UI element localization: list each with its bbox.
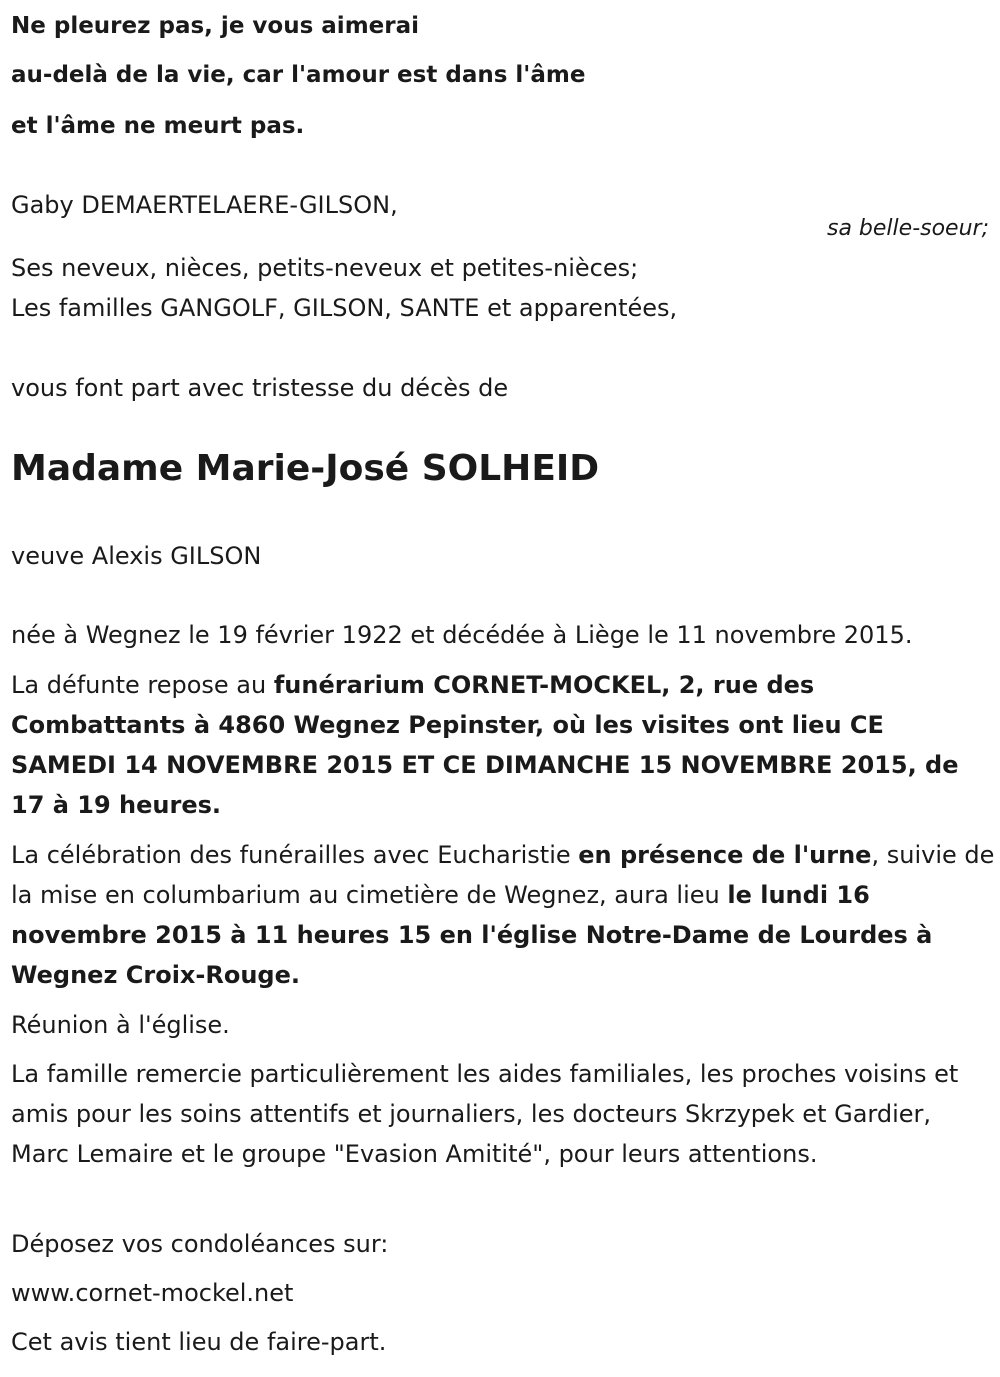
families-line: Les familles GANGOLF, GILSON, SANTE et apparentées, — [11, 294, 678, 322]
visitation-intro: La défunte repose au — [11, 671, 274, 699]
poem-line-3: et l'âme ne meurt pas. — [11, 113, 305, 139]
meeting-line: Réunion à l'église. — [11, 1011, 230, 1039]
poem-line-2: au-delà de la vie, car l'amour est dans l'âme — [11, 62, 586, 88]
sister-in-law-relation: sa belle-soeur; — [827, 216, 989, 241]
closing-line: Cet avis tient lieu de faire-part. — [11, 1328, 387, 1356]
visitation-details: funérarium CORNET-MOCKEL, 2, rue des Combattants à 4860 Wegnez Pepinster, où les visites ont lieu CE SAMEDI 14 NOVEMBRE 2015 ET CE DIMANCHE 15 NOVEMBRE 2015, de 17 à 19 heures. — [11, 671, 959, 819]
thanks-paragraph: La famille remercie particulièrement les aides familiales, les proches voisins et amis pour les soins attentifs et journaliers, les docteurs Skrzypek et Gardier, Marc Lemaire et le groupe "Evasion Amitité", pour leurs attentions. — [11, 1060, 959, 1168]
ceremony-text-1: La célébration des funérailles avec Eucharistie — [11, 841, 579, 869]
ceremony-text-2: , suivie de la mise en columbarium au cimetière de Wegnez, aura lieu — [11, 841, 995, 909]
sister-in-law-name: Gaby DEMAERTELAERE-GILSON, — [11, 191, 398, 219]
nephews-line: Ses neveux, nièces, petits-neveux et petites-nièces; — [11, 254, 639, 282]
ceremony-date-place: le lundi 16 novembre 2015 à 11 heures 15 en l'église Notre-Dame de Lourdes à Wegnez Croix-Rouge. — [11, 881, 933, 989]
birth-death-dates: née à Wegnez le 19 février 1922 et décédée à Liège le 11 novembre 2015. — [11, 621, 913, 649]
poem-line-1: Ne pleurez pas, je vous aimerai — [11, 13, 420, 39]
condolences-url[interactable]: www.cornet-mockel.net — [11, 1279, 294, 1307]
ceremony-urn: en présence de l'urne — [578, 841, 872, 869]
announcement: vous font part avec tristesse du décès de — [11, 374, 509, 402]
deceased-name: Madame Marie-José SOLHEID — [11, 448, 600, 489]
condolences-label: Déposez vos condoléances sur: — [11, 1230, 389, 1258]
visitation-paragraph — [11, 665, 996, 825]
ceremony-paragraph — [11, 835, 996, 995]
widow-of: veuve Alexis GILSON — [11, 542, 262, 570]
